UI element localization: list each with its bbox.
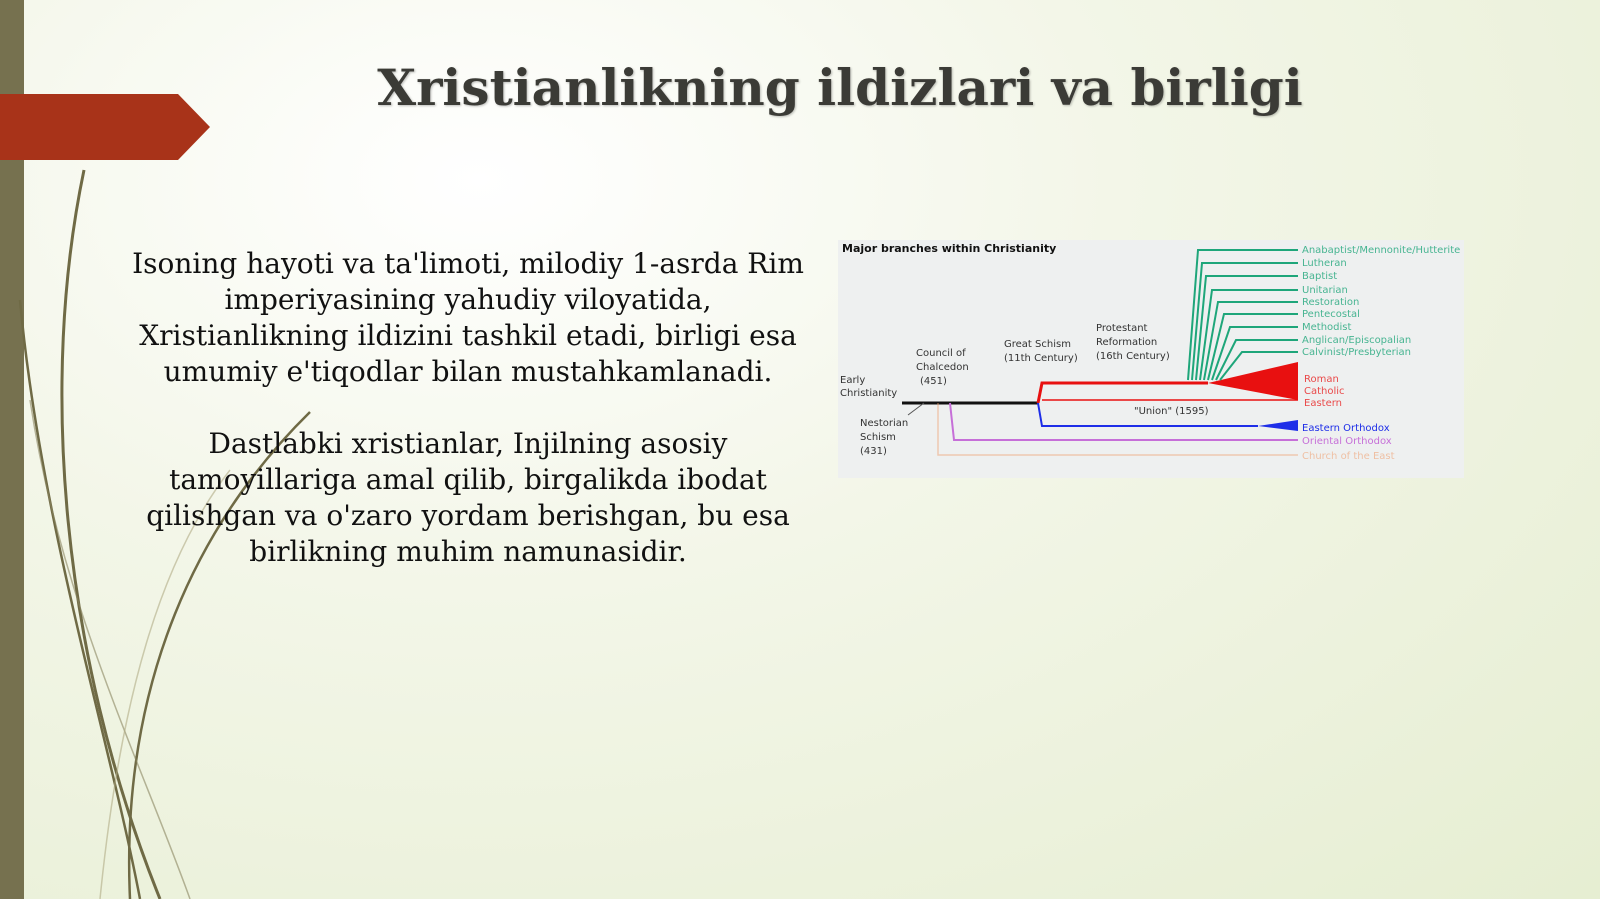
council-chalcedon-label	[916, 348, 969, 387]
svg-text:Baptist: Baptist	[1302, 271, 1338, 282]
svg-text:Great Schism: Great Schism	[1004, 339, 1071, 350]
svg-text:Roman: Roman	[1304, 374, 1339, 385]
svg-text:Eastern: Eastern	[1304, 398, 1343, 409]
great-schism-label	[1004, 339, 1078, 364]
svg-text:Restoration: Restoration	[1302, 297, 1360, 308]
union-label: "Union" (1595)	[1134, 406, 1209, 417]
nestorian-pointer	[908, 403, 924, 415]
svg-text:Pentecostal: Pentecostal	[1302, 309, 1360, 320]
svg-text:Early: Early	[840, 375, 866, 386]
catholic-labels	[1304, 374, 1345, 409]
diagram-title: Major branches within Christianity	[842, 242, 1057, 255]
church-of-east-branch	[938, 403, 1298, 455]
svg-text:(16th Century): (16th Century)	[1096, 351, 1170, 362]
svg-text:Nestorian: Nestorian	[860, 418, 909, 429]
svg-text:Anabaptist/Mennonite/Hutterite: Anabaptist/Mennonite/Hutterite	[1302, 245, 1461, 256]
svg-text:(11th Century): (11th Century)	[1004, 353, 1078, 364]
nestorian-schism-label	[860, 418, 908, 457]
paragraph-1: Isoning hayoti va ta'limoti, milodiy 1-asrda Rim imperiyasining yahudiy viloyatida, Xristianlikning ildizini tashkil etadi, birligi esa umumiy e'tiqodlar bilan mustahkamlanadi.	[132, 247, 804, 388]
svg-text:Chalcedon: Chalcedon	[916, 362, 969, 373]
paragraph-2: Dastlabki xristianlar, Injilning asosiy tamoyillariga amal qilib, birgalikda ibodat qilishgan va o'zaro yordam berishgan, bu esa birlikning muhim namunasidir.	[146, 427, 790, 568]
svg-text:Lutheran: Lutheran	[1302, 258, 1347, 269]
eastern-orthodox-label: Eastern Orthodox	[1302, 423, 1390, 434]
protestant-reformation-label	[1096, 323, 1170, 362]
svg-text:Catholic: Catholic	[1304, 386, 1345, 397]
protestant-branch-labels	[1302, 245, 1460, 358]
oriental-orthodox-label: Oriental Orthodox	[1302, 436, 1392, 447]
svg-text:Schism: Schism	[860, 432, 896, 443]
church-of-east-label: Church of the East	[1302, 451, 1395, 462]
title-arrow-shape	[0, 94, 210, 160]
svg-text:Christianity: Christianity	[840, 388, 898, 399]
oriental-orthodox-branch	[950, 403, 1298, 440]
svg-text:Reformation: Reformation	[1096, 337, 1158, 348]
protestant-branches-lines	[1188, 250, 1298, 380]
body-text	[118, 246, 818, 606]
orthodox-wedge	[1258, 420, 1298, 431]
svg-text:Unitarian: Unitarian	[1302, 285, 1348, 296]
svg-text:Council of: Council of	[916, 348, 966, 359]
svg-text:(431): (431)	[860, 446, 887, 457]
svg-text:Calvinist/Presbyterian: Calvinist/Presbyterian	[1302, 347, 1412, 358]
svg-text:(451): (451)	[920, 376, 947, 387]
svg-text:Anglican/Episcopalian: Anglican/Episcopalian	[1302, 335, 1412, 346]
svg-text:Methodist: Methodist	[1302, 322, 1352, 333]
svg-text:Protestant: Protestant	[1096, 323, 1148, 334]
early-christianity-label	[840, 375, 897, 399]
slide-title: Xristianlikning ildizlari va birligi	[377, 58, 1303, 117]
christianity-branches-diagram	[838, 240, 1464, 478]
